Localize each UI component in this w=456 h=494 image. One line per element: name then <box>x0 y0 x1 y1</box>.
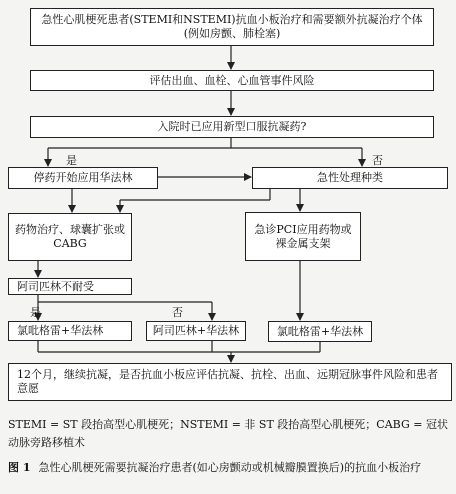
figure-number: 图 1 <box>8 461 31 474</box>
yes-label-2: 是 <box>30 306 41 319</box>
acute-type-node: 急性处理种类 <box>252 167 448 189</box>
aspirin-intolerance-node: 阿司匹林不耐受 <box>8 278 132 295</box>
figure-caption <box>8 460 456 476</box>
assess-node: 评估出血、血栓、心血管事件风险 <box>30 70 434 91</box>
stop-nac-node: 停药开始应用华法林 <box>8 167 158 189</box>
no-label-1: 否 <box>372 154 383 167</box>
aspirin-warfarin-node: 阿司匹林+华法林 <box>146 321 246 341</box>
no-label-2: 否 <box>172 306 183 319</box>
twelve-month-node: 12个月，继续抗凝，是否抗血小板应评估抗凝、抗栓、出血、远期冠脉事件风险和患者意愿 <box>8 363 452 401</box>
abbreviation-footnote: STEMI = ST 段抬高型心肌梗死；NSTEMI = 非 ST 段抬高型心肌梗死；CABG = 冠状动脉旁路移植术 <box>8 418 448 449</box>
drug-therapy-node: 药物治疗、球囊扩张或CABG <box>8 213 132 261</box>
clopidogrel-warfarin-right-node: 氯吡格雷+华法林 <box>268 321 372 342</box>
clopidogrel-warfarin-left-node: 氯吡格雷+华法林 <box>8 321 132 341</box>
start-node: 急性心肌梗死患者(STEMI和NSTEMI)抗血小板治疗和需要额外抗凝治疗个体(例如房颤、肺栓塞) <box>30 8 434 46</box>
figure-caption-text: 急性心肌梗死需要抗凝治疗患者(如心房颤动或机械瓣膜置换后)的抗血小板治疗 <box>38 461 422 474</box>
question-node: 入院时已应用新型口服抗凝药? <box>30 116 434 138</box>
yes-label-1: 是 <box>66 154 77 167</box>
pci-node: 急诊PCI应用药物或裸金属支架 <box>245 212 361 261</box>
